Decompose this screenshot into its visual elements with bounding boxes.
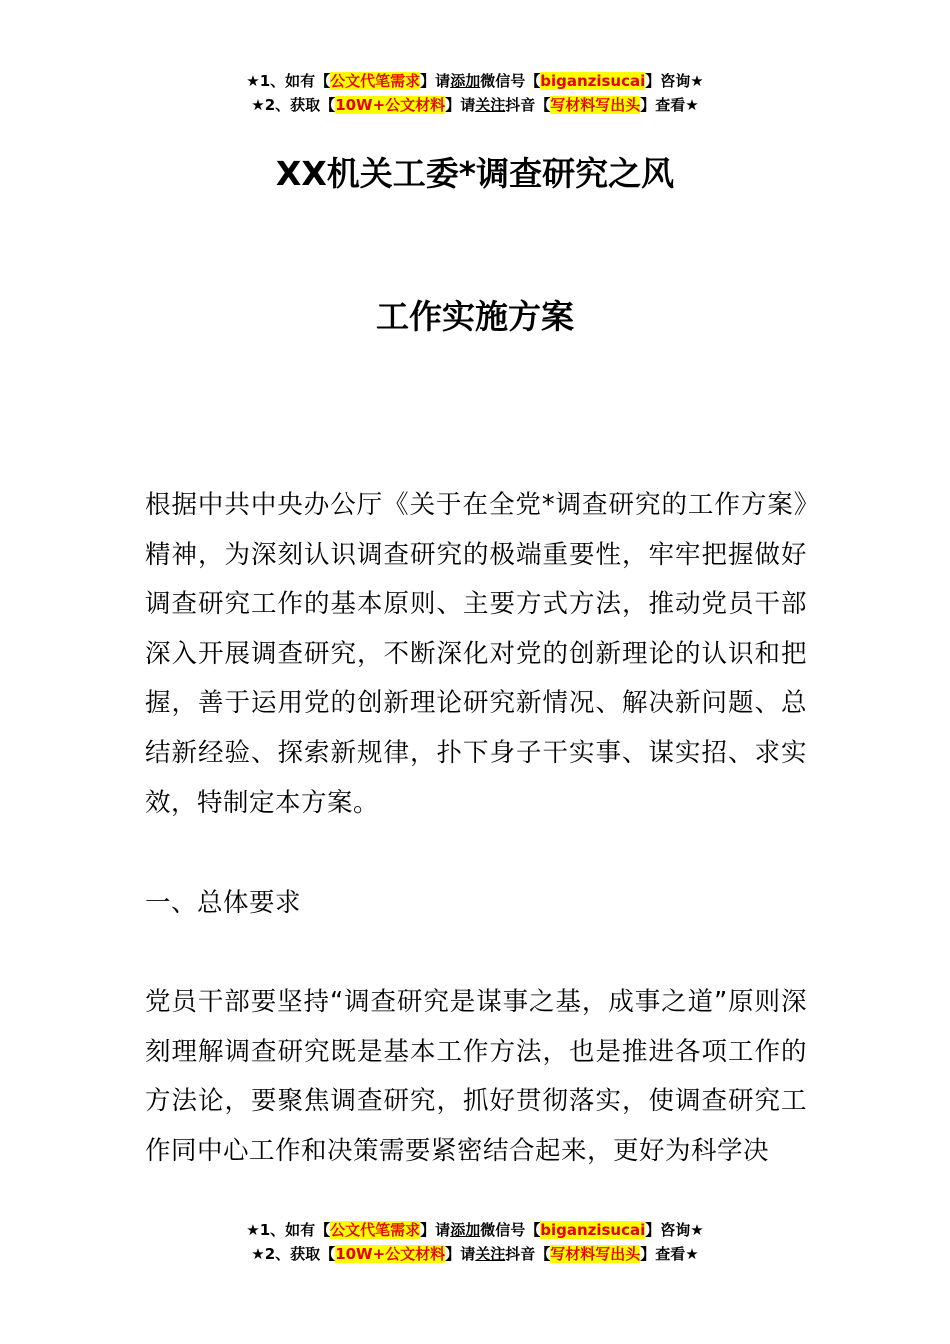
section-heading-overall-requirements: 一、总体要求 (145, 888, 302, 918)
header-banner (0, 69, 950, 117)
banner-line-1 (0, 69, 950, 93)
banner-highlight-materials: 10W+公文材料 (335, 1245, 446, 1263)
banner-text: ★1、如有【 (246, 1221, 331, 1239)
banner-text: 微信号【 (480, 72, 541, 90)
banner-highlight-service: 公文代笔需求 (330, 72, 421, 90)
banner-line-2 (0, 93, 950, 117)
intro-paragraph: 根据中共中央办公厅《关于在全党*调查研究的工作方案》精神，为深刻认识调查研究的极端重要性，牢牢把握做好调查研究工作的基本原则、主要方式方法，推动党员干部深入开展调查研究，不断深化对党的创新理论的认识和把握，善于运用党的创新理论研究新情况、解决新问题、总结新经验、探索新规律，扑下身子干实事、谋实招、求实效，特制定本方案。 (145, 490, 807, 818)
banner-highlight-wechat-id: biganzisucai (540, 72, 646, 90)
banner-text: ★2、获取【 (251, 96, 336, 114)
banner-text: 】查看★ (640, 1245, 699, 1263)
banner-text: 抖音【 (505, 96, 551, 114)
banner-underline-follow: 关注 (475, 96, 506, 114)
banner-text: 】查看★ (640, 96, 699, 114)
banner-highlight-materials: 10W+公文材料 (335, 96, 446, 114)
banner-text: 】请 (420, 1221, 451, 1239)
banner-underline-follow: 关注 (475, 1245, 506, 1263)
banner-highlight-douyin-id: 写材料写出头 (550, 1245, 641, 1263)
banner-text: ★2、获取【 (251, 1245, 336, 1263)
banner-underline-add: 添加 (450, 1221, 481, 1239)
document-title-line-2: 工作实施方案 (376, 297, 574, 336)
section-body-paragraph: 党员干部要坚持“调查研究是谋事之基，成事之道”原则深刻理解调查研究既是基本工作方法，也是推进各项工作的方法论，要聚焦调查研究，抓好贯彻落实，使调查研究工作同中心工作和决策需要紧密结合起来，更好为科学决 (145, 987, 807, 1166)
banner-underline-add: 添加 (450, 72, 481, 90)
banner-line-2 (0, 1242, 950, 1266)
banner-text: 微信号【 (480, 1221, 541, 1239)
document-title-line-1: XX机关工委*调查研究之风 (275, 154, 675, 193)
banner-text: ★1、如有【 (246, 72, 331, 90)
banner-highlight-service: 公文代笔需求 (330, 1221, 421, 1239)
banner-text: 】请 (445, 96, 476, 114)
banner-text: 】请 (445, 1245, 476, 1263)
banner-text: 抖音【 (505, 1245, 551, 1263)
banner-text: 】咨询★ (645, 1221, 704, 1239)
banner-line-1 (0, 1218, 950, 1242)
footer-banner (0, 1218, 950, 1266)
banner-text: 】咨询★ (645, 72, 704, 90)
banner-highlight-wechat-id: biganzisucai (540, 1221, 646, 1239)
banner-highlight-douyin-id: 写材料写出头 (550, 96, 641, 114)
banner-text: 】请 (420, 72, 451, 90)
